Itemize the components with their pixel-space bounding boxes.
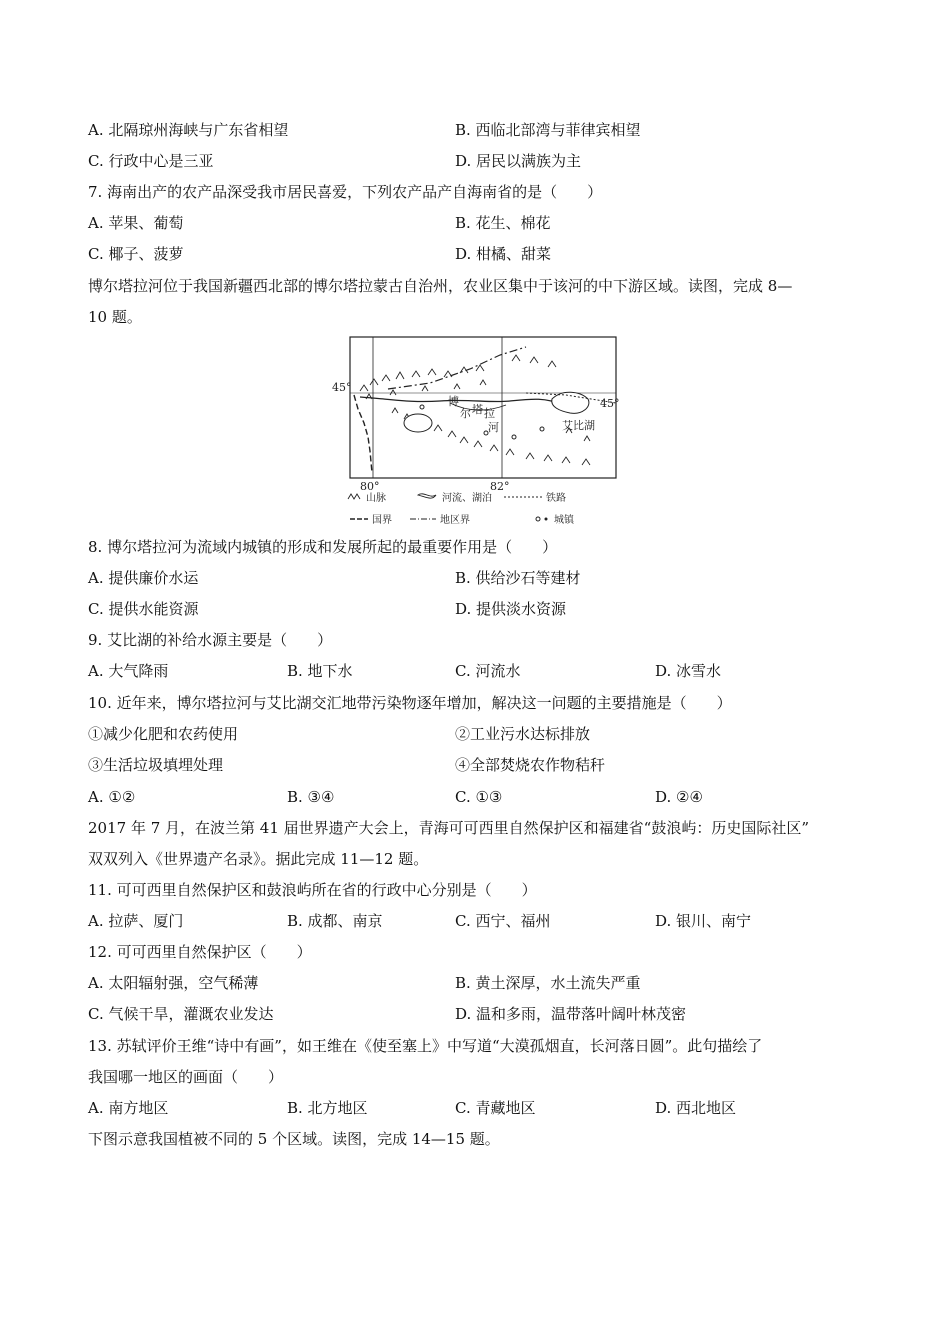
river-label-char-5: 河 [488,421,499,434]
intro-8-10-line2: 10 题。 [88,308,142,326]
q9-option-a: A. 大气降雨 [88,662,169,680]
map-legend [348,491,575,526]
lat-label-left: 45° [332,381,352,394]
bortala-river-map [330,333,630,528]
q12-stem: 12. 可可西里自然保护区（ ） [88,943,312,961]
legend-border-label: 国界 [372,515,392,526]
intro-11-12-line1: 2017 年 7 月，在波兰第 41 届世界遗产大会上，青海可可西里自然保护区和福建省“鼓浪屿：历史国际社区” [88,819,809,837]
q10-statement-3: ③生活垃圾填埋处理 [88,756,224,774]
q8-option-d: D. 提供淡水资源 [455,600,567,618]
legend-river-lake-label: 河流、湖泊 [442,493,492,504]
small-lake [404,414,432,432]
q12-option-b: B. 黄土深厚，水土流失严重 [455,974,641,992]
q11-option-b: B. 成都、南京 [287,912,383,930]
q12-option-c: C. 气候干旱，灌溉农业发达 [88,1005,274,1023]
legend-town-icon-1 [536,517,540,521]
q12-option-a: A. 太阳辐射强，空气稀薄 [88,974,259,992]
q7-stem: 7. 海南出产的农产品深受我市居民喜爱，下列农产品产自海南省的是（ ） [88,183,603,201]
q13-option-d: D. 西北地区 [655,1099,737,1117]
q13-option-a: A. 南方地区 [88,1099,169,1117]
q8-option-a: A. 提供廉价水运 [88,569,199,587]
lake-label: 艾比湖 [562,419,595,432]
q10-statement-2: ②工业污水达标排放 [455,725,591,743]
q13-stem-line1: 13. 苏轼评价王维“诗中有画”，如王维在《使至塞上》中写道“大漠孤烟直，长河落日圆”。此句描绘了 [88,1037,763,1055]
river-label-char-3: 塔 [472,403,483,416]
intro-11-12-line2: 双双列入《世界遗产名录》。据此完成 11—12 题。 [88,850,429,868]
q6-option-a: A. 北隔琼州海峡与广东省相望 [88,121,289,139]
q11-option-d: D. 银川、南宁 [655,912,752,930]
q9-stem: 9. 艾比湖的补给水源主要是（ ） [88,631,333,649]
q7-option-a: A. 苹果、葡萄 [88,214,184,232]
legend-mountain-label: 山脉 [366,493,386,504]
q8-option-b: B. 供给沙石等建材 [455,569,581,587]
q6-option-d: D. 居民以满族为主 [455,152,582,170]
q10-statement-4: ④全部焚烧农作物秸秆 [455,756,606,774]
q7-option-d: D. 柑橘、甜菜 [455,245,552,263]
q10-option-d: D. ②④ [655,788,703,806]
legend-river-lake-icon [418,494,436,498]
legend-mountain-icon [348,494,360,499]
q10-stem: 10. 近年来，博尔塔拉河与艾比湖交汇地带污染物逐年增加，解决这一问题的主要措施是（ ） [88,694,732,712]
q7-option-b: B. 花生、棉花 [455,214,551,232]
q10-statement-1: ①减少化肥和农药使用 [88,725,239,743]
legend-town-icon-2 [545,518,548,521]
q6-option-b: B. 西临北部湾与菲律宾相望 [455,121,641,139]
q6-option-c: C. 行政中心是三亚 [88,152,214,170]
q11-option-a: A. 拉萨、厦门 [88,912,184,930]
q8-option-c: C. 提供水能资源 [88,600,199,618]
river-label-char-1: 博 [448,395,459,408]
q10-option-b: B. ③④ [287,788,335,806]
q11-option-c: C. 西宁、福州 [455,912,551,930]
q8-stem: 8. 博尔塔拉河为流域内城镇的形成和发展所起的最重要作用是（ ） [88,538,558,556]
legend-railway-label: 铁路 [546,493,566,504]
q7-option-c: C. 椰子、菠萝 [88,245,184,263]
river-label-char-4: 拉 [484,407,495,420]
q13-option-b: B. 北方地区 [287,1099,368,1117]
intro-14-15: 下图示意我国植被不同的 5 个区域。读图，完成 14—15 题。 [88,1130,500,1148]
lon-label-right: 82° [490,480,510,493]
lon-label-left: 80° [360,480,380,493]
q10-option-c: C. ①③ [455,788,503,806]
lat-label-right: 45° [600,397,620,410]
q13-stem-line2: 我国哪一地区的画面（ ） [88,1068,284,1086]
q12-option-d: D. 温和多雨，温带落叶阔叶林茂密 [455,1005,687,1023]
q9-option-b: B. 地下水 [287,662,353,680]
legend-town-label: 城镇 [554,515,574,526]
q9-option-d: D. 冰雪水 [655,662,722,680]
river-label-char-2: 尔 [460,407,471,420]
q11-stem: 11. 可可西里自然保护区和鼓浪屿所在省的行政中心分别是（ ） [88,881,537,899]
q13-option-c: C. 青藏地区 [455,1099,536,1117]
intro-8-10-line1: 博尔塔拉河位于我国新疆西北部的博尔塔拉蒙古自治州，农业区集中于该河的中下游区域。读图，完成 8— [88,277,793,295]
q9-option-c: C. 河流水 [455,662,521,680]
legend-region-border-label: 地区界 [440,515,470,526]
q10-option-a: A. ①② [88,788,136,806]
